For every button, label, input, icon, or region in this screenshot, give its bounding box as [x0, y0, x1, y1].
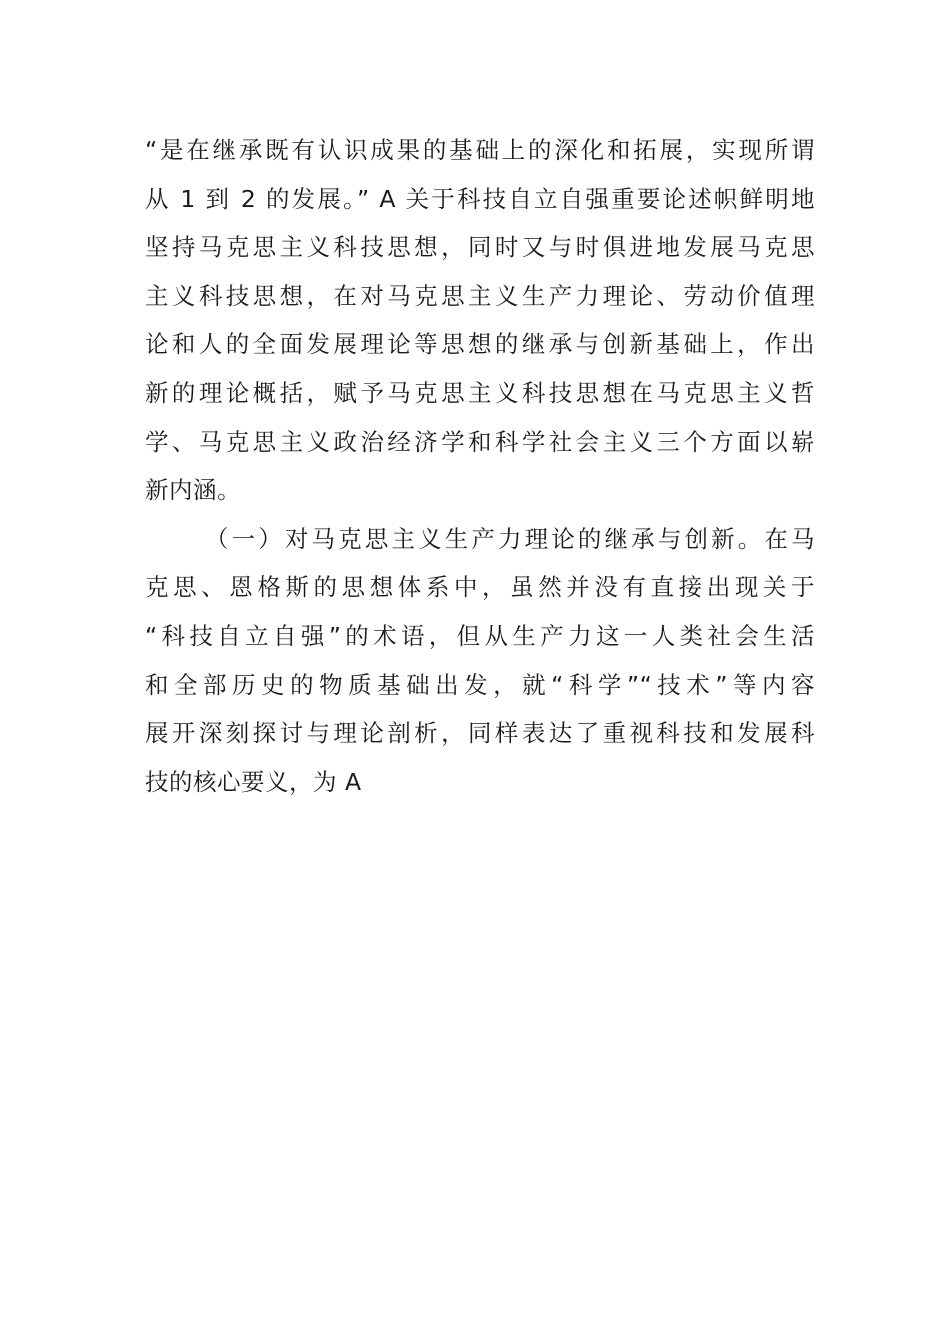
text-line: 新的理论概括，赋予马克思主义科技思想在马克思主义哲	[145, 378, 815, 407]
section-heading-line: （一）对马克思主义生产力理论的继承与创新。在马	[205, 524, 815, 553]
text-line: 学、马克思主义政治经济学和科学社会主义三个方面以崭	[145, 427, 815, 456]
body-text	[145, 126, 815, 806]
text-line: 坚持马克思主义科技思想，同时又与时俱进地发展马克思	[145, 233, 815, 262]
text-line: 论和人的全面发展理论等思想的继承与创新基础上，作出	[145, 330, 815, 359]
text-line: “科技自立自强”的术语，但从生产力这一人类社会生活	[145, 621, 815, 650]
text-line: 主义科技思想，在对马克思主义生产力理论、劳动价值理	[145, 281, 815, 310]
text-line: 展开深刻探讨与理论剖析，同样表达了重视科技和发展科	[145, 719, 815, 748]
text-line: “是在继承既有认识成果的基础上的深化和拓展，实现所谓	[145, 136, 815, 164]
text-line: 克思、恩格斯的思想体系中，虽然并没有直接出现关于	[145, 573, 815, 602]
text-line: 和全部历史的物质基础出发，就“科学”“技术”等内容	[145, 670, 815, 699]
text-line: 技的核心要义，为 A	[145, 767, 362, 796]
text-line: 新内涵。	[145, 476, 241, 505]
text-line: 从 1 到 2 的发展。” A 关于科技自立自强重要论述帜鲜明地	[145, 184, 815, 213]
